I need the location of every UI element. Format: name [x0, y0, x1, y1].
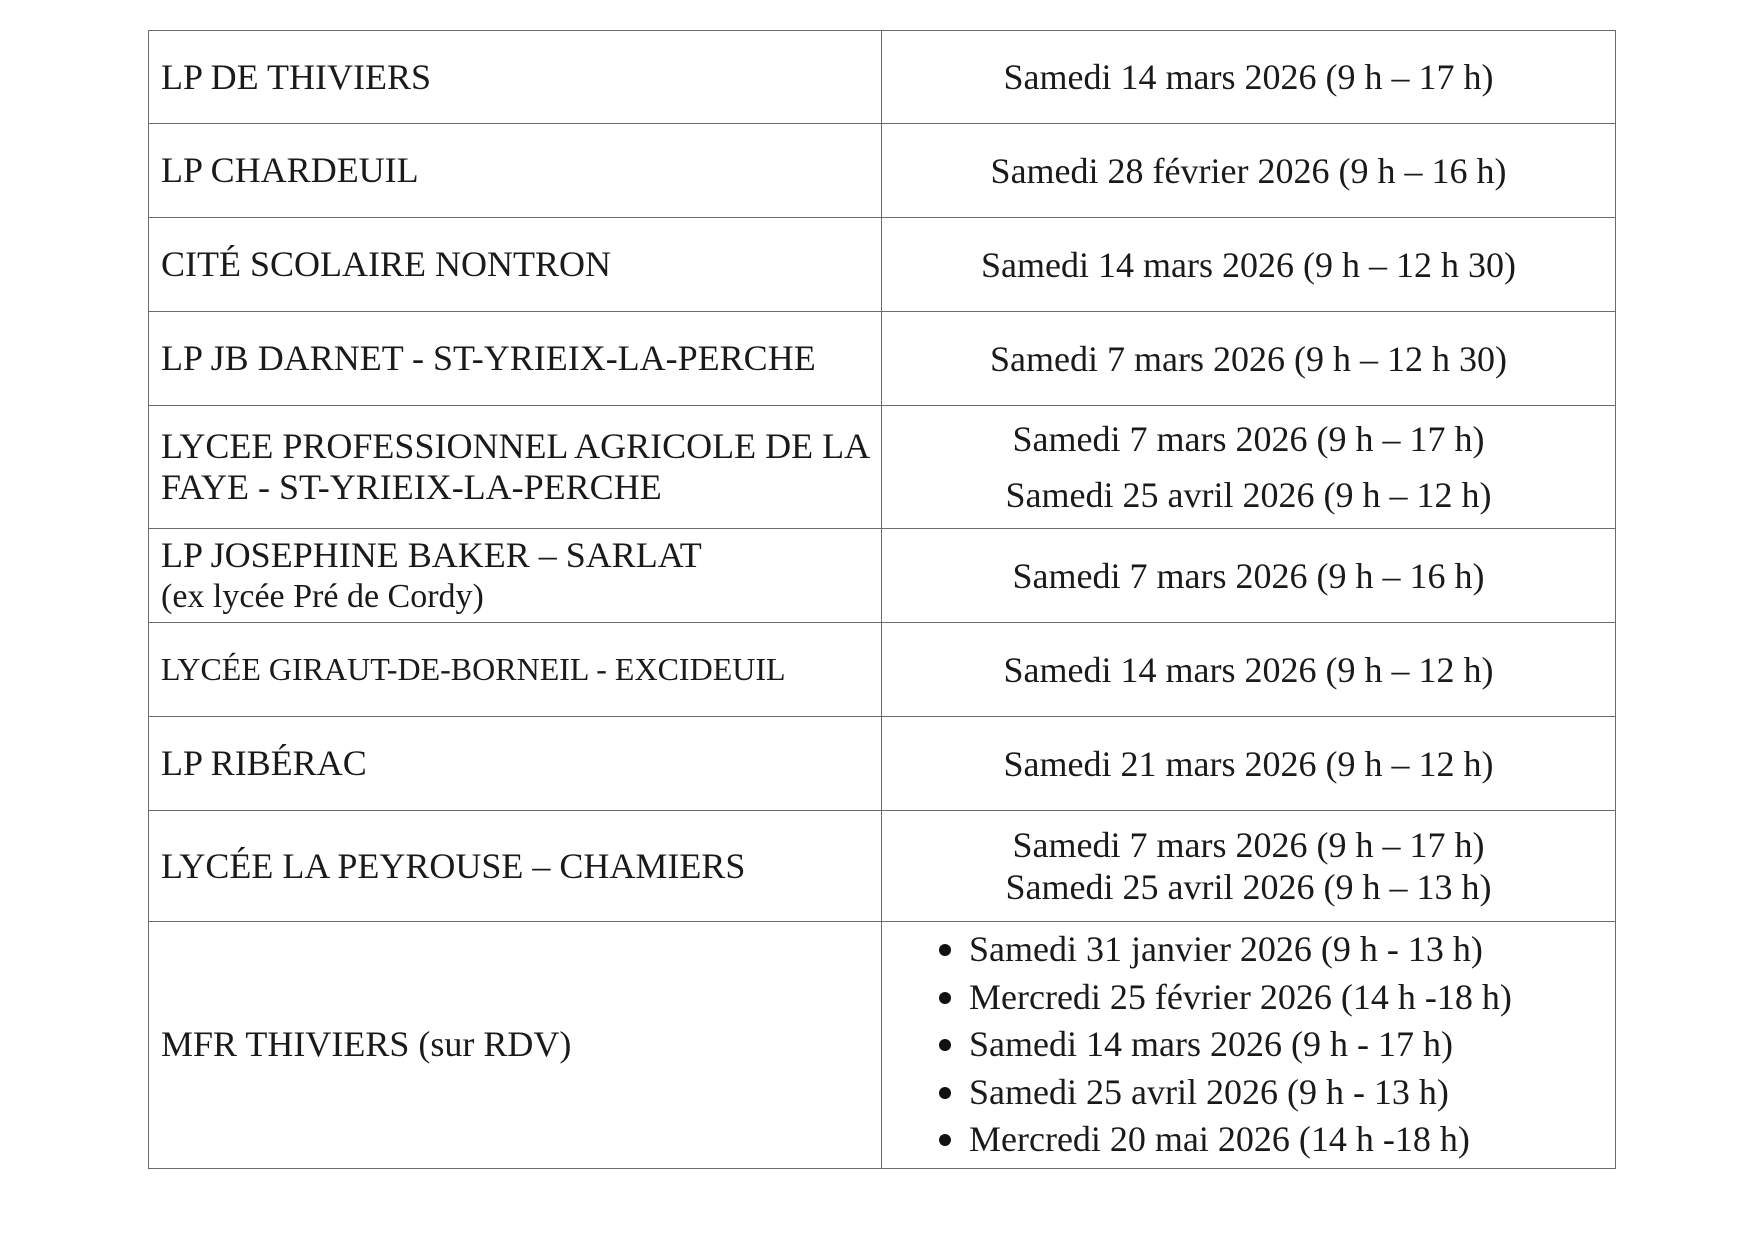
school-cell — [149, 529, 882, 623]
school-name: LP JB DARNET - ST-YRIEIX-LA-PERCHE — [149, 312, 882, 406]
open-day-dates — [882, 811, 1616, 922]
bullet-icon — [939, 1039, 951, 1051]
open-day-date: Samedi 14 mars 2026 (9 h – 12 h) — [1003, 649, 1494, 690]
school-name: LYCÉE LA PEYROUSE – CHAMIERS — [149, 811, 882, 922]
bullet-icon — [939, 992, 951, 1004]
list-item — [882, 974, 1615, 1022]
school-name: MFR THIVIERS (sur RDV) — [149, 922, 882, 1169]
table-row — [149, 623, 1616, 717]
open-day-list — [882, 922, 1615, 1168]
open-day-date: Mercredi 25 février 2026 (14 h -18 h) — [969, 976, 1512, 1017]
open-day-dates — [882, 218, 1616, 312]
open-day-date: Samedi 14 mars 2026 (9 h - 17 h) — [969, 1024, 1453, 1064]
table-row — [149, 811, 1616, 922]
open-day-dates — [882, 406, 1616, 529]
open-day-dates — [882, 717, 1616, 811]
open-day-dates — [882, 124, 1616, 218]
open-day-date: Samedi 25 avril 2026 (9 h - 13 h) — [969, 1071, 1449, 1112]
school-name: CITÉ SCOLAIRE NONTRON — [149, 218, 882, 312]
open-day-date: Mercredi 20 mai 2026 (14 h -18 h) — [969, 1119, 1470, 1159]
open-day-date: Samedi 28 février 2026 (9 h – 16 h) — [990, 150, 1507, 191]
open-day-date: Samedi 14 mars 2026 (9 h – 12 h 30) — [981, 244, 1516, 285]
school-name: LYCEE PROFESSIONNEL AGRICOLE DE LA FAYE - ST-YRIEIX-LA-PERCHE — [149, 406, 882, 529]
table-row — [149, 406, 1616, 529]
open-day-date: Samedi 7 mars 2026 (9 h – 17 h) — [1012, 419, 1485, 459]
bullet-icon — [939, 944, 951, 956]
list-item — [882, 1116, 1615, 1164]
table-row — [149, 717, 1616, 811]
open-day-date: Samedi 14 mars 2026 (9 h – 17 h) — [1003, 57, 1494, 97]
open-days-table — [148, 30, 1616, 1169]
open-day-date: Samedi 7 mars 2026 (9 h – 16 h) — [1012, 555, 1485, 596]
open-day-date: Samedi 21 mars 2026 (9 h – 12 h) — [1003, 743, 1494, 784]
school-name: LP JOSEPHINE BAKER – SARLAT — [161, 534, 702, 575]
list-item — [882, 1021, 1615, 1069]
table-row — [149, 218, 1616, 312]
open-day-date: Samedi 25 avril 2026 (9 h – 13 h) — [1005, 867, 1492, 907]
open-day-dates — [882, 312, 1616, 406]
open-day-dates — [882, 31, 1616, 124]
list-item — [882, 1069, 1615, 1117]
table-row — [149, 31, 1616, 124]
open-day-date: Samedi 7 mars 2026 (9 h – 12 h 30) — [990, 338, 1507, 379]
bullet-icon — [939, 1134, 951, 1146]
school-name: LP RIBÉRAC — [149, 717, 882, 811]
open-day-date: Samedi 31 janvier 2026 (9 h - 13 h) — [969, 929, 1483, 969]
school-name: LP CHARDEUIL — [149, 124, 882, 218]
table-row — [149, 124, 1616, 218]
open-day-dates — [882, 922, 1616, 1169]
bullet-icon — [939, 1087, 951, 1099]
school-note: (ex lycée Pré de Cordy) — [161, 577, 484, 615]
table-row — [149, 922, 1616, 1169]
open-day-date: Samedi 25 avril 2026 (9 h – 12 h) — [1005, 475, 1492, 515]
school-name: LP DE THIVIERS — [149, 31, 882, 124]
table-row — [149, 529, 1616, 623]
open-day-dates — [882, 529, 1616, 623]
open-day-date: Samedi 7 mars 2026 (9 h – 17 h) — [1012, 825, 1485, 865]
school-name: LYCÉE GIRAUT-DE-BORNEIL - EXCIDEUIL — [149, 623, 882, 717]
table-row — [149, 312, 1616, 406]
list-item — [882, 926, 1615, 974]
open-day-dates — [882, 623, 1616, 717]
